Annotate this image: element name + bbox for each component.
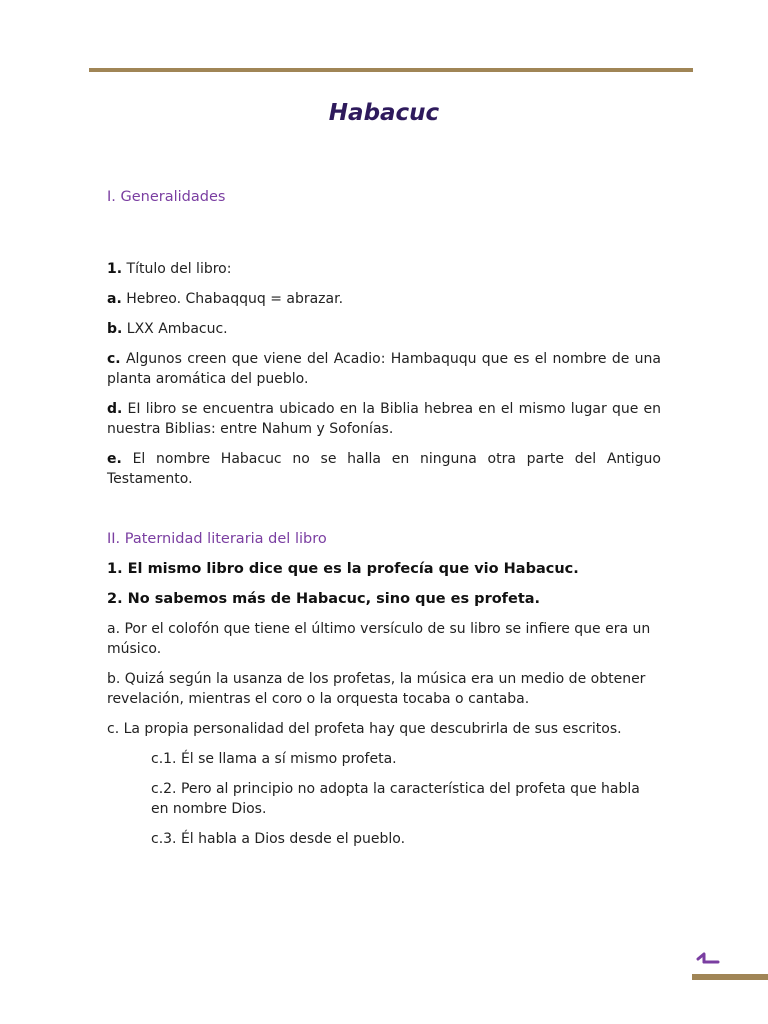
- item-letter: c.: [107, 351, 121, 367]
- item-text: Título del libro:: [122, 261, 232, 277]
- item-e: [107, 449, 661, 489]
- page-number: [695, 950, 721, 972]
- item-number: 1.: [107, 261, 123, 277]
- page-title: Habacuc: [328, 100, 440, 126]
- sub-item-c2: c.2. Pero al principio no adopta la característica del profeta que habla en nombre Dios.: [151, 781, 640, 817]
- item-letter: b.: [107, 321, 123, 337]
- page-number-glyph: [695, 950, 721, 972]
- item-text: LXX Ambacuc.: [122, 321, 228, 337]
- item-b: [107, 319, 661, 339]
- item-c: [107, 349, 661, 389]
- section-heading-generalidades: I. Generalidades: [107, 189, 226, 205]
- item-d: [107, 399, 661, 439]
- item-letter: e.: [107, 451, 122, 467]
- bold-line-2: 2. No sabemos más de Habacuc, sino que es profeta.: [107, 591, 541, 607]
- paragraph-b: b. Quizá según la usanza de los profetas, la música era un medio de obtener revelación, mientras el coro o la orquesta tocaba o cantaba.: [107, 671, 646, 707]
- paragraph-c: c. La propia personalidad del profeta hay que descubrirla de sus escritos.: [107, 721, 622, 737]
- item-letter: d.: [107, 401, 123, 417]
- footer-bar: [692, 974, 768, 980]
- paragraph-a: a. Por el colofón que tiene el último versículo de su libro se infiere que era un músico.: [107, 621, 651, 657]
- sub-item-c3: c.3. Él habla a Dios desde el pueblo.: [151, 831, 406, 847]
- item-text: Hebreo. Chabaqquq = abrazar.: [121, 291, 344, 307]
- item-text: Algunos creen que viene del Acadio: Hambaququ que es el nombre de una planta aromática del pueblo.: [107, 351, 661, 387]
- document-body: [107, 187, 661, 859]
- top-rule: [89, 68, 693, 72]
- item-1: [107, 259, 661, 279]
- section-heading-paternidad: II. Paternidad literaria del libro: [107, 531, 327, 547]
- item-text: El nombre Habacuc no se halla en ninguna otra parte del Antiguo Testamento.: [107, 451, 661, 487]
- item-a: [107, 289, 661, 309]
- sub-item-c1: c.1. Él se llama a sí mismo profeta.: [151, 751, 397, 767]
- item-text: EI libro se encuentra ubicado en la Biblia hebrea en el mismo lugar que en nuestra Biblias: entre Nahum y Sofonías.: [107, 401, 661, 437]
- item-letter: a.: [107, 291, 122, 307]
- bold-line-1: 1. El mismo libro dice que es la profecía que vio Habacuc.: [107, 561, 579, 577]
